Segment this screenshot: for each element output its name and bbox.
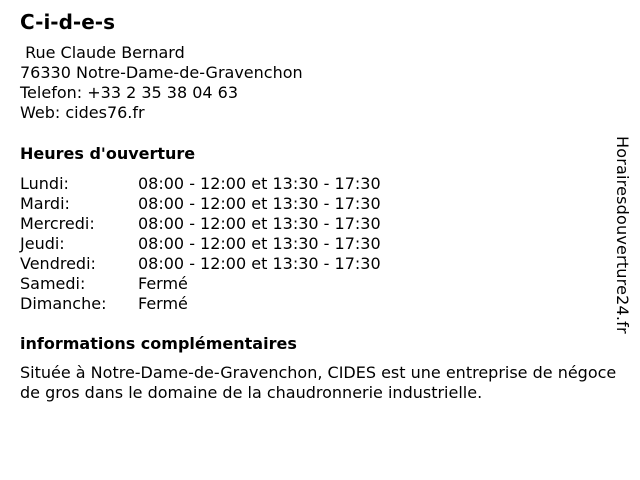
day-label: Lundi: <box>20 174 69 193</box>
time-value: Fermé <box>138 274 188 293</box>
site-watermark: Horairesdouverture24.fr <box>613 136 632 334</box>
day-label: Vendredi: <box>20 254 96 273</box>
street-address: Rue Claude Bernard <box>20 43 185 62</box>
hours-row-friday <box>20 254 381 274</box>
time-value: Fermé <box>138 294 188 313</box>
day-label: Dimanche: <box>20 294 107 313</box>
business-name: C-i-d-e-s <box>20 10 115 34</box>
city-address: 76330 Notre-Dame-de-Gravenchon <box>20 63 303 82</box>
time-value: 08:00 - 12:00 et 13:30 - 17:30 <box>138 214 381 233</box>
time-value: 08:00 - 12:00 et 13:30 - 17:30 <box>138 234 381 253</box>
address-block <box>20 43 303 123</box>
day-label: Jeudi: <box>20 234 65 253</box>
opening-hours-table <box>20 174 381 314</box>
hours-row-tuesday <box>20 194 381 214</box>
hours-row-thursday <box>20 234 381 254</box>
time-value: 08:00 - 12:00 et 13:30 - 17:30 <box>138 174 381 193</box>
hours-row-sunday <box>20 294 381 314</box>
time-value: 08:00 - 12:00 et 13:30 - 17:30 <box>138 194 381 213</box>
day-label: Mardi: <box>20 194 70 213</box>
day-label: Samedi: <box>20 274 86 293</box>
info-heading: informations complémentaires <box>20 334 297 353</box>
day-label: Mercredi: <box>20 214 95 233</box>
hours-row-wednesday <box>20 214 381 234</box>
hours-heading: Heures d'ouverture <box>20 144 196 163</box>
hours-row-saturday <box>20 274 381 294</box>
business-description: Située à Notre-Dame-de-Gravenchon, CIDES est une entreprise de négoce de gros dans le domaine de la chaudronnerie industrielle. <box>20 363 617 402</box>
time-value: 08:00 - 12:00 et 13:30 - 17:30 <box>138 254 381 273</box>
hours-row-monday <box>20 174 381 194</box>
phone-number[interactable]: Telefon: +33 2 35 38 04 63 <box>20 83 239 102</box>
website-link[interactable]: Web: cides76.fr <box>20 103 145 122</box>
